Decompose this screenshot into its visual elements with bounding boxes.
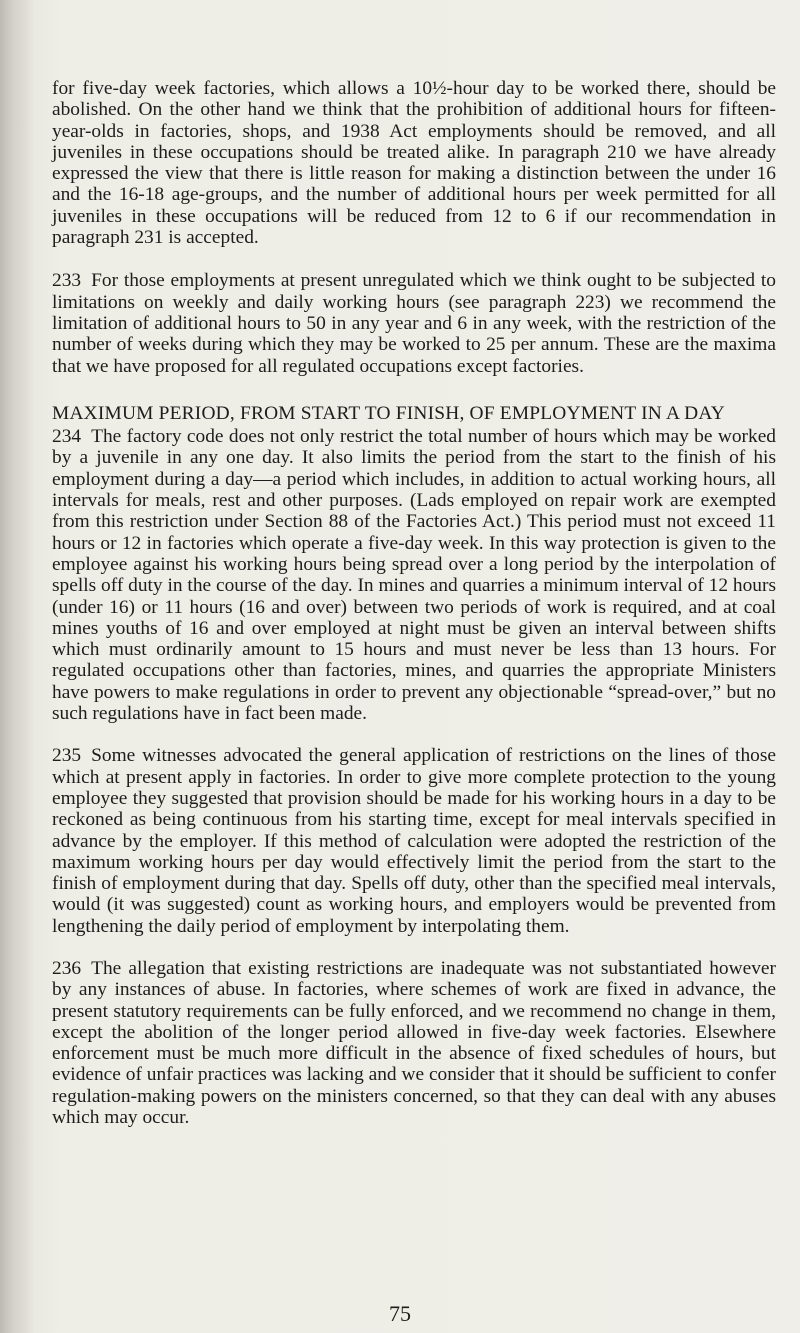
section-heading: MAXIMUM PERIOD, FROM START TO FINISH, OF EMPLOYMENT IN A DAY [52,402,725,424]
paragraph-number: 234 [52,426,82,448]
paragraph-text: The allegation that existing restrictions are inadequate was not substantiated however by any instances of abuse. In factories, where schemes of work are fixed in advance, the present statutory requirements can be fully enforced, and we recommend no change in them, except the abolition of the longer period allowed in five-day week factories. Elsewhere enforcement must be much more difficult in the absence of fixed schedules of hours, but evidence of unfair practices was lacking and we consider that it should be sufficient to confer regulation-making powers on the ministers concerned, so that they can deal with any abuses which may occur. [52,957,776,1129]
paragraph-number: 235 [52,745,82,767]
paragraph-236 [52,958,776,1128]
paragraph-text: For those employments at present unregulated which we think ought to be subjected to limitations on weekly and daily working hours (see paragraph 223) we recommend the limitation of additional hours to 50 in any year and 6 in any week, with the restriction of the number of weeks during which they may be worked to 25 per annum. These are the maxima that we have proposed for all regulated occupations except factories. [52,270,776,377]
page-number: 75 [389,1301,411,1326]
paragraph-234 [52,426,776,724]
paragraph-text: for five-day week factories, which allows a 10½-hour day to be worked there, should be abolished. On the other hand we think that the prohibition of additional hours for fifteen-year-olds in factories, shops, and 1938 Act employments should be removed, and all juveniles in these occupations should be treated alike. In paragraph 210 we have already expressed the view that there is little reason for making a distinction between the under 16 and the 16-18 age-groups, and the number of additional hours per week permitted for all juveniles in these occupations will be reduced from 12 to 6 if our recommendation in paragraph 231 is accepted. [52,78,776,249]
paragraph-number: 233 [52,270,82,292]
paragraph-continuation [52,78,776,248]
body-text [52,78,776,1128]
paragraph-235 [52,745,776,937]
paragraph-text: The factory code does not only restrict the total number of hours which may be worked by a juvenile in any one day. It also limits the period from the start to the finish of his employment during a day—a period which includes, in addition to actual working hours, all intervals for meals, rest and other purposes. (Lads employed on repair work are exempted from this restriction under Section 88 of the Factories Act.) This period must not exceed 11 hours or 12 in factories which operate a five-day week. In this way protection is given to the employee against his working hours being spread over a long period by the interpolation of spells off duty in the course of the day. In mines and quarries a minimum interval of 12 hours (under 16) or 11 hours (16 and over) between two periods of work is required, and at coal mines youths of 16 and over employed at night must be given an interval between shifts which must ordinarily amount to 15 hours and must never be less than 13 hours. For regulated occupations other than factories, mines, and quarries the appropriate Ministers have powers to make regulations in order to prevent any objectionable “spread-over,” but no such regulations have in fact been made. [52,426,776,725]
paragraph-number: 236 [52,957,82,979]
paragraph-233 [52,270,776,376]
page-edge-shadow [0,0,34,1333]
paragraph-text: Some witnesses advocated the general application of restrictions on the lines of those which at present apply in factories. In order to give more complete protection to the young employee they suggested that provision should be made for his working hours in a day to be reckoned as being continuous from his starting time, except for meal intervals specified in advance by the employer. If this method of calculation were adopted the restriction of the maximum working hours per day would effectively limit the period from the start to the finish of employment during that day. Spells off duty, other than the specified meal intervals, would (it was suggested) count as working hours, and employers would be prevented from lengthening the daily period of employment by interpolating them. [52,745,776,937]
